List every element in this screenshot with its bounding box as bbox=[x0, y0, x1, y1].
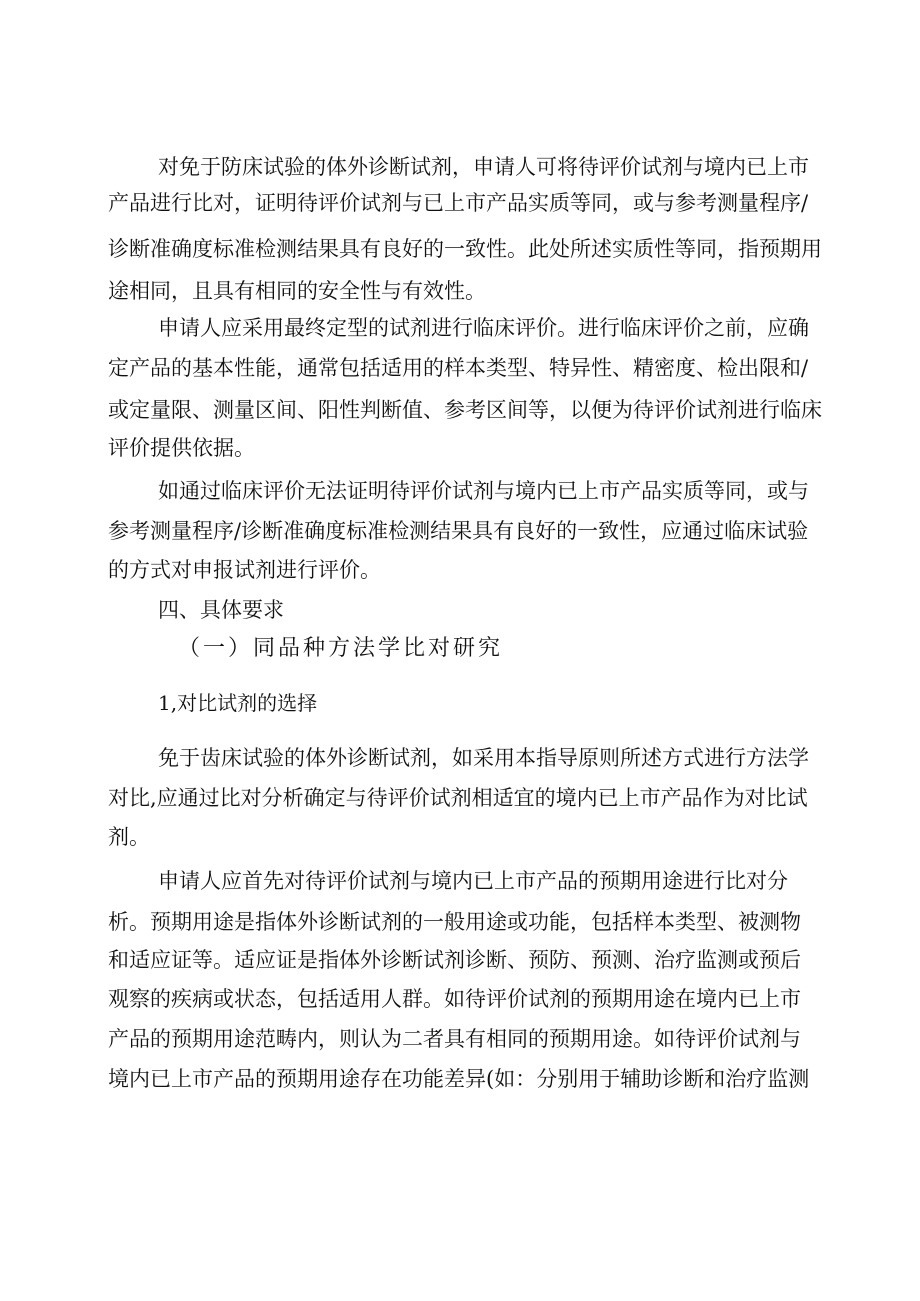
paragraph-5-line-2: 析。预期用途是指体外诊断试剂的一般用途或功能，包括样本类型、被测物 bbox=[108, 910, 801, 934]
paragraph-4-line-3: 剂。 bbox=[108, 825, 150, 849]
paragraph-2-line-4: 评价提供依据。 bbox=[108, 436, 255, 460]
paragraph-1-line-2: 产品进行比对，证明待评价试剂与已上市产品实质等同，或与参考测量程序/ bbox=[108, 191, 809, 215]
section-heading: 四、具体要求 bbox=[158, 598, 284, 622]
paragraph-2-line-2: 定产品的基本性能，通常包括适用的样本类型、特异性、精密度、检出限和/ bbox=[108, 356, 809, 380]
paragraph-2-line-1: 申请人应采用最终定型的试剂进行临床评价。进行临床评价之前，应确 bbox=[158, 316, 809, 340]
paragraph-5-line-3: 和适应证等。适应证是指体外诊断试剂诊断、预防、预测、治疗监测或预后 bbox=[108, 948, 801, 972]
paragraph-1-line-1: 对免于防床试验的体外诊断试剂，申请人可将待评价试剂与境内已上市 bbox=[158, 155, 809, 179]
paragraph-3-line-1: 如通过临床评价无法证明待评价试剂与境内已上市产品实质等同，或与 bbox=[158, 479, 809, 503]
item-heading: 1,对比试剂的选择 bbox=[158, 691, 318, 715]
paragraph-5-line-4: 观察的疾病或状态，包括适用人群。如待评价试剂的预期用途在境内已上市 bbox=[108, 987, 801, 1011]
paragraph-4-line-1: 免于齿床试验的体外诊断试剂，如采用本指导原则所述方式进行方法学 bbox=[158, 746, 809, 770]
paragraph-1-line-4: 途相同，且具有相同的安全性与有效性。 bbox=[108, 279, 486, 303]
paragraph-5-line-5: 产品的预期用途范畴内，则认为二者具有相同的预期用途。如待评价试剂与 bbox=[108, 1027, 801, 1051]
paragraph-5-line-1: 申请人应首先对待评价试剂与境内已上市产品的预期用途进行比对分 bbox=[158, 869, 788, 893]
paragraph-5-line-6: 境内已上市产品的预期用途存在功能差异(如：分别用于辅助诊断和治疗监测 bbox=[108, 1067, 810, 1091]
paragraph-1-line-3: 诊断准确度标准检测结果具有良好的一致性。此处所述实质性等同，指预期用 bbox=[108, 237, 822, 261]
paragraph-3-line-3: 的方式对申报试剂进行评价。 bbox=[108, 558, 381, 582]
paragraph-4-line-2: 对比,应通过比对分析确定与待评价试剂相适宜的境内已上市产品作为对比试 bbox=[108, 786, 808, 810]
paragraph-3-line-2: 参考测量程序/诊断准确度标准检测结果具有良好的一致性，应通过临床试验 bbox=[108, 519, 809, 543]
subsection-heading: （一）同品种方法学比对研究 bbox=[178, 636, 504, 661]
paragraph-2-line-3: 或定量限、测量区间、阳性判断值、参考区间等，以便为待评价试剂进行临床 bbox=[108, 398, 822, 422]
